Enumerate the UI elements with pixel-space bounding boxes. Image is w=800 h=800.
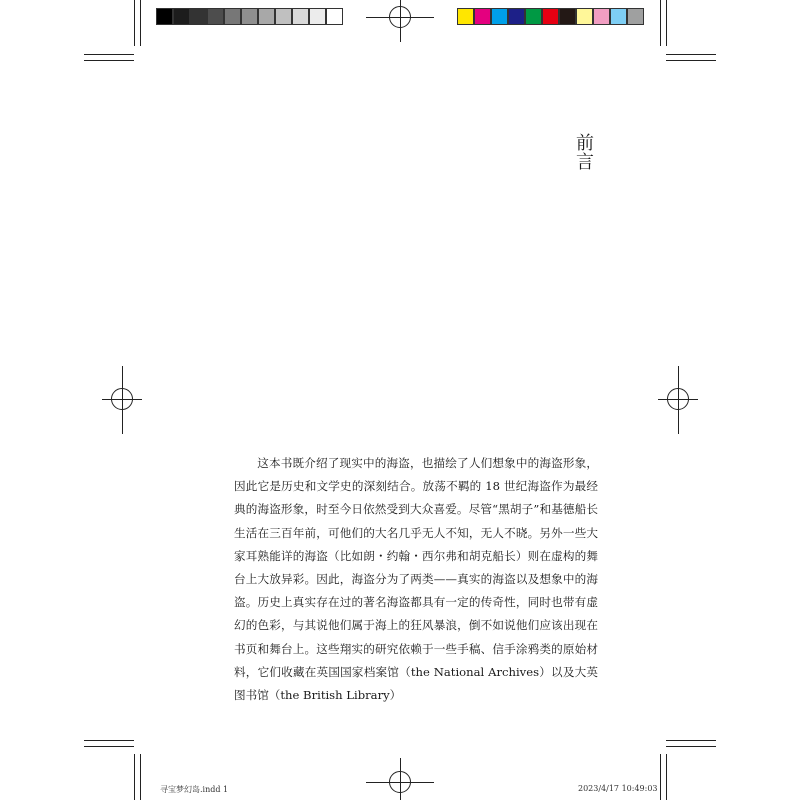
color-swatch bbox=[525, 8, 542, 25]
color-swatch bbox=[292, 8, 309, 25]
crop-mark bbox=[134, 0, 135, 46]
crop-mark bbox=[660, 0, 661, 46]
crop-mark bbox=[660, 754, 661, 800]
color-swatch bbox=[576, 8, 593, 25]
color-swatch bbox=[326, 8, 343, 25]
registration-crosshair bbox=[122, 366, 123, 434]
crop-mark bbox=[84, 740, 134, 741]
crop-mark bbox=[140, 754, 141, 800]
color-swatch bbox=[610, 8, 627, 25]
slug-filename: 寻宝梦幻岛.indd 1 bbox=[160, 785, 229, 794]
color-swatch bbox=[474, 8, 491, 25]
color-swatch bbox=[309, 8, 326, 25]
crop-mark bbox=[140, 0, 141, 46]
registration-crosshair bbox=[400, 758, 401, 800]
color-swatch bbox=[542, 8, 559, 25]
crop-mark bbox=[666, 0, 667, 46]
title-glyph: 前 bbox=[576, 133, 594, 154]
color-swatch bbox=[156, 8, 173, 25]
title-glyph: 言 bbox=[576, 152, 594, 173]
crop-mark bbox=[666, 60, 716, 61]
registration-crosshair bbox=[400, 0, 401, 42]
registration-crosshair bbox=[678, 366, 679, 434]
crop-mark bbox=[84, 54, 134, 55]
color-swatch bbox=[275, 8, 292, 25]
color-swatch bbox=[491, 8, 508, 25]
color-swatch bbox=[627, 8, 644, 25]
body-paragraph: 这本书既介绍了现实中的海盗，也描绘了人们想象中的海盗形象，因此它是历史和文学史的深刻结合。放荡不羁的 18 世纪海盗作为最经典的海盗形象，时至今日依然受到大众喜爱。尽管“黑胡子”和基德船长生活在三百年前，可他们的大名几乎无人不知，无人不晓。另外一些大家耳熟能详的海盗（比如朗・约翰・西尔弗和胡克船长）则在虚构的舞台上大放异彩。因此，海盗分为了两类——真实的海盗以及想象中的海盗。历史上真实存在过的著名海盗都具有一定的传奇性，同时也带有虚幻的色彩，与其说他们属于海上的狂风暴浪，倒不如说他们应该出现在书页和舞台上。这些翔实的研究依赖于一些手稿、信手涂鸦类的原始材料，它们收藏在英国国家档案馆（the National Archives）以及大英图书馆（the British Library） bbox=[234, 456, 598, 703]
crop-mark bbox=[666, 54, 716, 55]
process-color-bar bbox=[457, 8, 644, 25]
slug-timestamp: 2023/4/17 10:49:03 bbox=[578, 784, 658, 793]
grayscale-color-bar bbox=[156, 8, 343, 25]
color-swatch bbox=[207, 8, 224, 25]
color-swatch bbox=[190, 8, 207, 25]
color-swatch bbox=[559, 8, 576, 25]
body-text bbox=[234, 452, 598, 707]
color-swatch bbox=[508, 8, 525, 25]
color-swatch bbox=[173, 8, 190, 25]
color-swatch bbox=[457, 8, 474, 25]
color-swatch bbox=[241, 8, 258, 25]
chapter-title bbox=[574, 134, 596, 172]
crop-mark bbox=[134, 754, 135, 800]
crop-mark bbox=[666, 754, 667, 800]
crop-mark bbox=[666, 746, 716, 747]
color-swatch bbox=[224, 8, 241, 25]
crop-mark bbox=[84, 60, 134, 61]
color-swatch bbox=[593, 8, 610, 25]
crop-mark bbox=[84, 746, 134, 747]
crop-mark bbox=[666, 740, 716, 741]
color-swatch bbox=[258, 8, 275, 25]
